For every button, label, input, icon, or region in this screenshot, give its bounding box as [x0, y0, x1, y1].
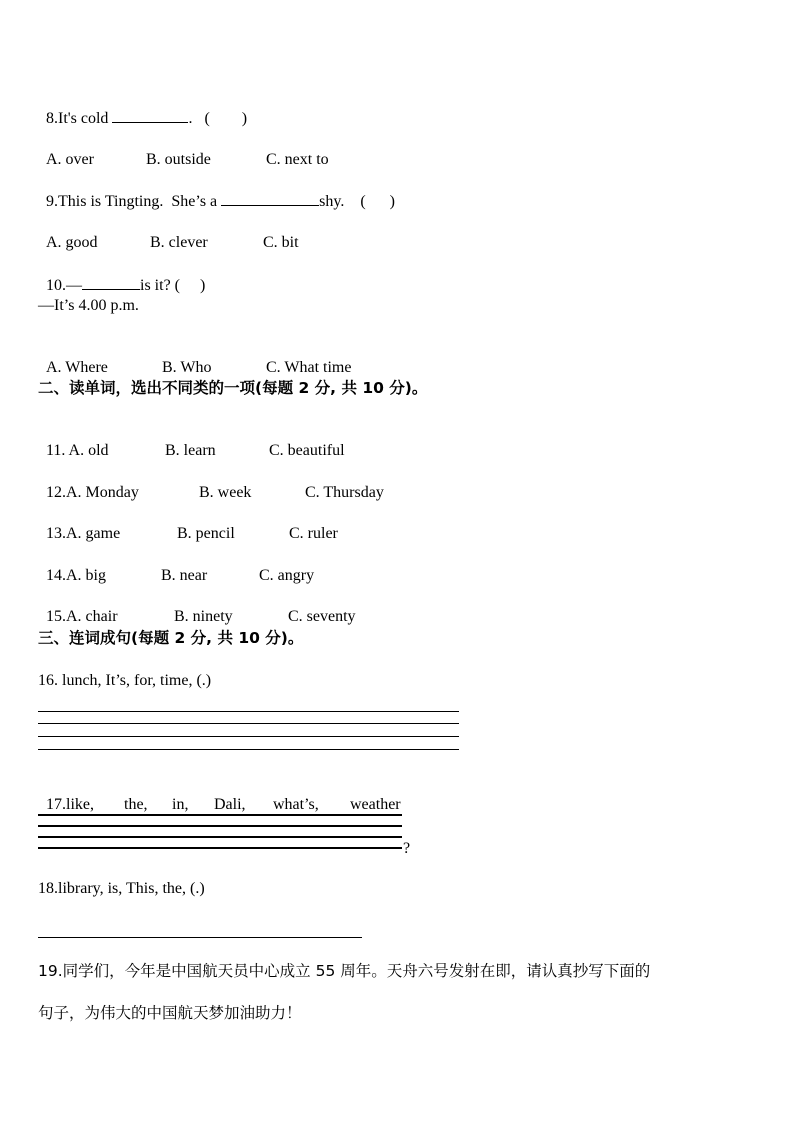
q14-option-b: B. near [161, 567, 208, 584]
question-19-line-2: 句子，为伟大的中国航天梦加油助力！ [38, 1004, 302, 1022]
question-12 [38, 463, 384, 503]
q12-number: 12. [46, 484, 66, 501]
q14-number: 14. [46, 567, 66, 584]
q15-option-c: C. seventy [288, 608, 356, 625]
q13-option-c: C. ruler [289, 525, 338, 542]
q17-writing-line-3[interactable] [38, 836, 402, 838]
q10-option-b: B. Who [162, 359, 212, 376]
question-17 [38, 775, 401, 815]
question-10 [38, 255, 205, 296]
q9-options [38, 213, 299, 253]
q17-writing-line-1[interactable] [38, 814, 402, 816]
q13-option-b: B. pencil [177, 525, 235, 542]
q17-word-1: 17.like, [46, 796, 94, 813]
q8-prefix: 8.It's cold [46, 110, 113, 127]
question-9 [38, 171, 395, 212]
question-11 [38, 421, 345, 461]
q10-options [38, 338, 351, 378]
q17-writing-line-4[interactable] [38, 847, 402, 849]
question-19-line-1: 19.同学们，今年是中国航天员中心成立 55 周年。天舟六号发射在即，请认真抄写下面的 [38, 962, 651, 980]
q16-writing-line-4[interactable] [38, 749, 459, 750]
q12-option-b: B. week [199, 484, 252, 501]
q8-option-a: A. over [46, 151, 94, 168]
q17-question-mark: ? [403, 840, 411, 857]
q10-option-c: C. What time [266, 359, 352, 376]
q10-suffix: is it? ( ) [140, 277, 206, 294]
q9-suffix: shy. ( ) [319, 193, 395, 210]
q10-answer-blank[interactable] [82, 275, 140, 290]
q16-writing-line-3[interactable] [38, 736, 459, 737]
q9-option-b: B. clever [150, 234, 208, 251]
q15-option-b: B. ninety [174, 608, 233, 625]
q17-word-2: the, [124, 796, 148, 813]
q10-prefix: 10.— [46, 277, 82, 294]
question-16: 16. lunch, It’s, for, time, (.) [38, 672, 212, 689]
q13-option-a: 13.A. game [46, 525, 121, 542]
q17-word-6: weather [350, 796, 401, 813]
q8-option-c: C. next to [266, 151, 329, 168]
q14-option-a: 14.A. big [46, 567, 106, 584]
q17-word-3: in, [172, 796, 189, 813]
q10-option-a: A. Where [46, 359, 108, 376]
question-14 [38, 546, 314, 586]
section-3-heading: 三、连词成句(每题 2 分, 共 10 分)。 [38, 629, 304, 647]
q15-number: 15. [46, 608, 66, 625]
q17-word-4: Dali, [214, 796, 246, 813]
q10-answer-line: —It’s 4.00 p.m. [38, 297, 139, 314]
q8-suffix: . ( ) [188, 110, 248, 127]
question-8 [38, 88, 247, 129]
question-18: 18.library, is, This, the, (.) [38, 880, 205, 897]
q12-option-a: 12.A. Monday [46, 484, 139, 501]
q14-option-c: C. angry [259, 567, 315, 584]
q8-answer-blank[interactable] [112, 108, 188, 123]
q18-writing-line[interactable] [38, 937, 362, 938]
section-2-heading: 二、读单词，选出不同类的一项(每题 2 分, 共 10 分)。 [38, 379, 428, 397]
q11-number: 11. [46, 442, 69, 459]
q16-writing-line-1[interactable] [38, 711, 459, 712]
question-15 [38, 587, 356, 627]
q15-option-a: 15.A. chair [46, 608, 118, 625]
q9-answer-blank[interactable] [221, 191, 319, 206]
q13-number: 13. [46, 525, 66, 542]
q11-option-b: B. learn [165, 442, 216, 459]
q8-option-b: B. outside [146, 151, 211, 168]
q11-option-c: C. beautiful [269, 442, 345, 459]
q17-word-5: what’s, [273, 796, 319, 813]
q17-writing-line-2[interactable] [38, 825, 402, 827]
q16-writing-line-2[interactable] [38, 723, 459, 724]
q11-option-a: 11. A. old [46, 442, 109, 459]
question-13 [38, 504, 338, 544]
q8-options [38, 130, 329, 170]
q9-option-a: A. good [46, 234, 98, 251]
q9-option-c: C. bit [263, 234, 299, 251]
q12-option-c: C. Thursday [305, 484, 384, 501]
q9-prefix: 9.This is Tingting. She’s a [46, 193, 222, 210]
